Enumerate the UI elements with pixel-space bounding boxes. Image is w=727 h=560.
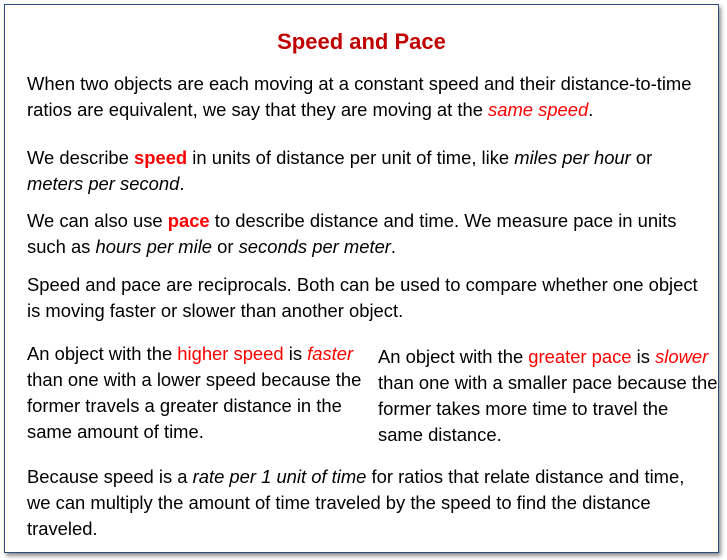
text: Because speed is a [27,466,193,487]
unit-meters-per-second: meters per second [27,173,180,194]
term-rate-per-unit: rate per 1 unit of time [192,466,367,487]
text: or [630,147,653,168]
text: Speed and pace are reciprocals. Both can be used to compare whether one object is moving faster or slower than another object. [27,274,698,321]
paragraph-speed-units [27,145,667,197]
text: . [588,99,594,120]
term-speed: speed [134,147,188,168]
text: We can also use [27,210,168,231]
column-higher-speed [27,341,367,445]
text: than one with a lower speed because the former travels a greater distance in the same amount of time. [27,369,362,442]
term-pace: pace [167,210,210,231]
text: in units of distance per unit of time, like [187,147,515,168]
page-title: Speed and Pace [277,29,446,54]
text: than one with a smaller pace because the former takes more time to travel the same distance. [378,372,718,445]
paragraph-pace-units [27,208,707,260]
text: . [179,173,185,194]
text: for ratios that relate distance and time, we can multiply the amount of time traveled by the speed to find the distance traveled. [27,466,685,539]
unit-miles-per-hour: miles per hour [514,147,631,168]
text: An object with the [27,343,178,364]
unit-seconds-per-meter: seconds per meter [238,236,391,257]
term-same-speed: same speed [488,99,589,120]
text: is [283,343,308,364]
term-greater-pace: greater pace [528,346,632,367]
paragraph-same-speed [27,71,707,123]
unit-hours-per-mile: hours per mile [95,236,213,257]
text: is [631,346,656,367]
text: to describe distance and time. We measure pace in units such as [27,210,677,257]
text: or [212,236,239,257]
paragraph-distance-traveled [27,464,707,542]
paragraph-reciprocals [27,272,707,324]
term-faster: faster [307,343,354,364]
text: We describe [27,147,134,168]
term-higher-speed: higher speed [177,343,284,364]
text: An object with the [378,346,529,367]
column-greater-pace [378,344,718,448]
text: When two objects are each moving at a constant speed and their distance-to-time ratios are equivalent, we say that they are moving at the [27,73,692,120]
content-frame [4,4,719,553]
term-slower: slower [655,346,709,367]
text: . [390,236,397,257]
